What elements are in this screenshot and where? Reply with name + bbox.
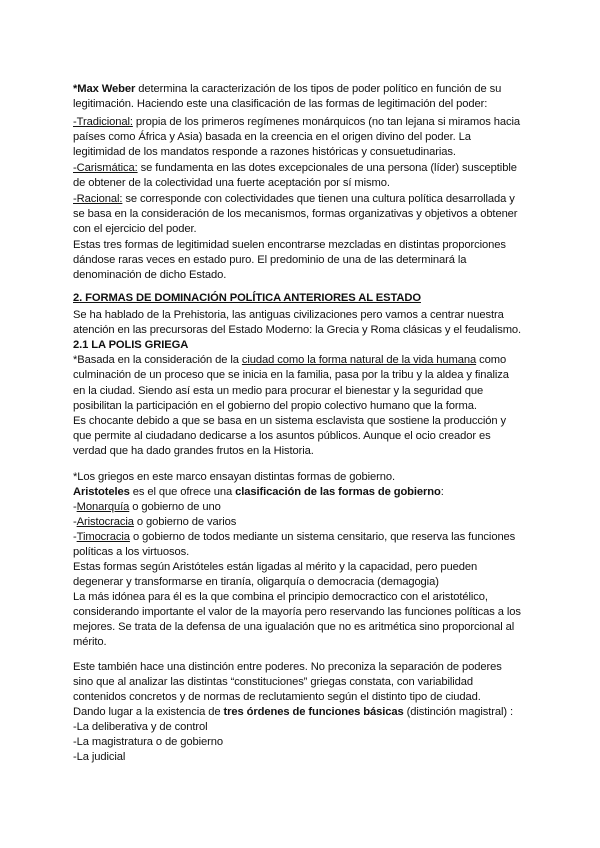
- powers-line-1: Este también hace una distinción entre poderes. No preconiza la separación de poderes: [73, 661, 502, 673]
- aristotle-line-9: La más idónea para él es la que combina el principio democractico con el aristotélico,: [73, 591, 488, 603]
- term-monarquia: Monarquía: [76, 501, 130, 513]
- list-item-deliberativa: -La deliberativa y de control: [73, 721, 208, 733]
- term-tradicional: -Tradicional:: [73, 116, 133, 128]
- aristotle-line-8: degenerar y transformarse en tiranía, oligarquía o democracia (demagogia): [73, 576, 439, 588]
- aristotle-line-2: [73, 485, 444, 500]
- aristotle-line-7: Estas formas según Aristóteles están ligadas al mérito y la capacidad, pero pueden: [73, 561, 478, 573]
- bold-phrase: clasificación de las formas de gobierno: [235, 486, 441, 498]
- polis-line-2: culminación de un proceso que se inicia en la familia, pasa por la tribu y la aldea y finaliza: [73, 369, 509, 381]
- weber-line-10: con el ejercicio del poder.: [73, 223, 197, 235]
- aristoteles-name: Aristoteles: [73, 486, 130, 498]
- subsection-heading: [73, 338, 188, 353]
- text-span: determina la caracterización de los tipos de poder político en función de su: [135, 83, 502, 95]
- text-span: o gobierno de uno: [129, 501, 221, 513]
- subsection-heading-text: 2.1 LA POLIS GRIEGA: [73, 339, 189, 351]
- weber-line-2: legitimación. Haciendo este una clasificación de las formas de legitimación del poder:: [73, 98, 488, 110]
- text-span: o gobierno de todos mediante un sistema censitario, que reserva las funciones: [129, 531, 516, 543]
- text-span: propia de los primeros regímenes monárquicos (no tan lejana si miramos hacia: [132, 116, 521, 128]
- weber-line-4: países como África y Asia) basada en la creencia en el origen divino del poder. La: [73, 131, 471, 143]
- polis-line-4: posibilitan la participación en el gobierno del propio colectivo humano que la forma.: [73, 400, 477, 412]
- text-span: -: [73, 531, 77, 543]
- text-span: *Basada en la consideración de la: [73, 354, 242, 366]
- weber-line-1: [73, 82, 501, 97]
- text-span: se corresponde con colectividades que tienen una cultura política desarrollada y: [122, 193, 515, 205]
- weber-line-11: Estas tres formas de legitimidad suelen encontrarse mezcladas en distintas proporciones: [73, 239, 506, 251]
- term-racional: -Racional:: [73, 193, 123, 205]
- weber-line-3: [73, 115, 520, 130]
- term-carismatica: -Carismática:: [73, 162, 138, 174]
- max-weber-name: *Max Weber: [73, 83, 136, 95]
- aristotle-line-10: considerando importante el valor de la mayoría pero reservando las funciones políticas a los: [73, 606, 521, 618]
- aristotle-line-11: mejores. Se trata de la defensa de una igualación que no es aritmética sino proporcional al: [73, 621, 515, 633]
- weber-line-5: legitimidad de los mandatos responde a razones históricas y consuetudinarias.: [73, 146, 456, 158]
- text-span: Dando lugar a la existencia de: [73, 706, 224, 718]
- section-heading: [73, 291, 421, 306]
- list-item-magistratura: -La magistratura o de gobierno: [73, 736, 223, 748]
- aristotle-line-6: políticas a los virtuosos.: [73, 546, 190, 558]
- term-timocracia: Timocracia: [76, 531, 130, 543]
- text-span: como: [476, 354, 507, 366]
- weber-line-6: [73, 161, 517, 176]
- polis-line-3: en la ciudad. Siendo así esta un medio para procurar el bienestar y la seguridad que: [73, 385, 484, 397]
- aristotle-line-12: mérito.: [73, 636, 107, 648]
- aristotle-line-1: *Los griegos en este marco ensayan distintas formas de gobierno.: [73, 471, 395, 483]
- list-item-timocracia: [73, 530, 515, 545]
- polis-line-6: que permite al ciudadano dedicarse a los asuntos públicos. Aunque el ocio creador es: [73, 430, 491, 442]
- list-item-monarquia: [73, 500, 221, 515]
- section-heading-text: 2. FORMAS DE DOMINACIÓN POLÍTICA ANTERIORES AL ESTADO: [73, 292, 421, 304]
- text-span: (distinción magistral) :: [403, 706, 514, 718]
- text-span: :: [440, 486, 444, 498]
- text-span: es el que ofrece una: [129, 486, 236, 498]
- powers-line-4: [73, 705, 513, 720]
- powers-line-2: sino que al analizar las distintas “constituciones” griegas constata, con variabilidad: [73, 676, 473, 688]
- section2-line-1: Se ha hablado de la Prehistoria, las antiguas civilizaciones pero vamos a centrar nuestra: [73, 309, 504, 321]
- weber-line-8: [73, 192, 515, 207]
- weber-line-7: de obtener de la colectividad una fuerte aceptación por sí mismo.: [73, 177, 390, 189]
- text-span: -: [73, 501, 77, 513]
- text-span: o gobierno de varios: [133, 516, 237, 528]
- powers-line-3: contenidos concretos y de normas de reclutamiento según el distinto tipo de ciudad.: [73, 691, 481, 703]
- list-item-aristocracia: [73, 515, 236, 530]
- section2-line-2: atención en las precursoras del Estado Moderno: la Grecia y Roma clásicas y el feudalismo.: [73, 324, 522, 336]
- polis-line-7: verdad que ha dado grandes frutos en la Historia.: [73, 445, 314, 457]
- text-span: -: [73, 516, 77, 528]
- polis-line-5: Es chocante debido a que se basa en un sistema esclavista que sostiene la producción y: [73, 415, 506, 427]
- text-span: se fundamenta en las dotes excepcionales de una persona (líder) susceptible: [137, 162, 517, 174]
- term-aristocracia: Aristocracia: [76, 516, 134, 528]
- bold-phrase: tres órdenes de funciones básicas: [223, 706, 404, 718]
- weber-line-12: dándose raras veces en estado puro. El predominio de una de las determinará la: [73, 254, 467, 266]
- underlined-phrase: ciudad como la forma natural de la vida humana: [241, 354, 477, 366]
- weber-line-13: denominación de dicho Estado.: [73, 269, 227, 281]
- list-item-judicial: -La judicial: [73, 751, 126, 763]
- weber-line-9: se basa en la consideración de los mecanismos, formas organizativas y objetivos a obtener: [73, 208, 518, 220]
- polis-line-1: [73, 353, 506, 368]
